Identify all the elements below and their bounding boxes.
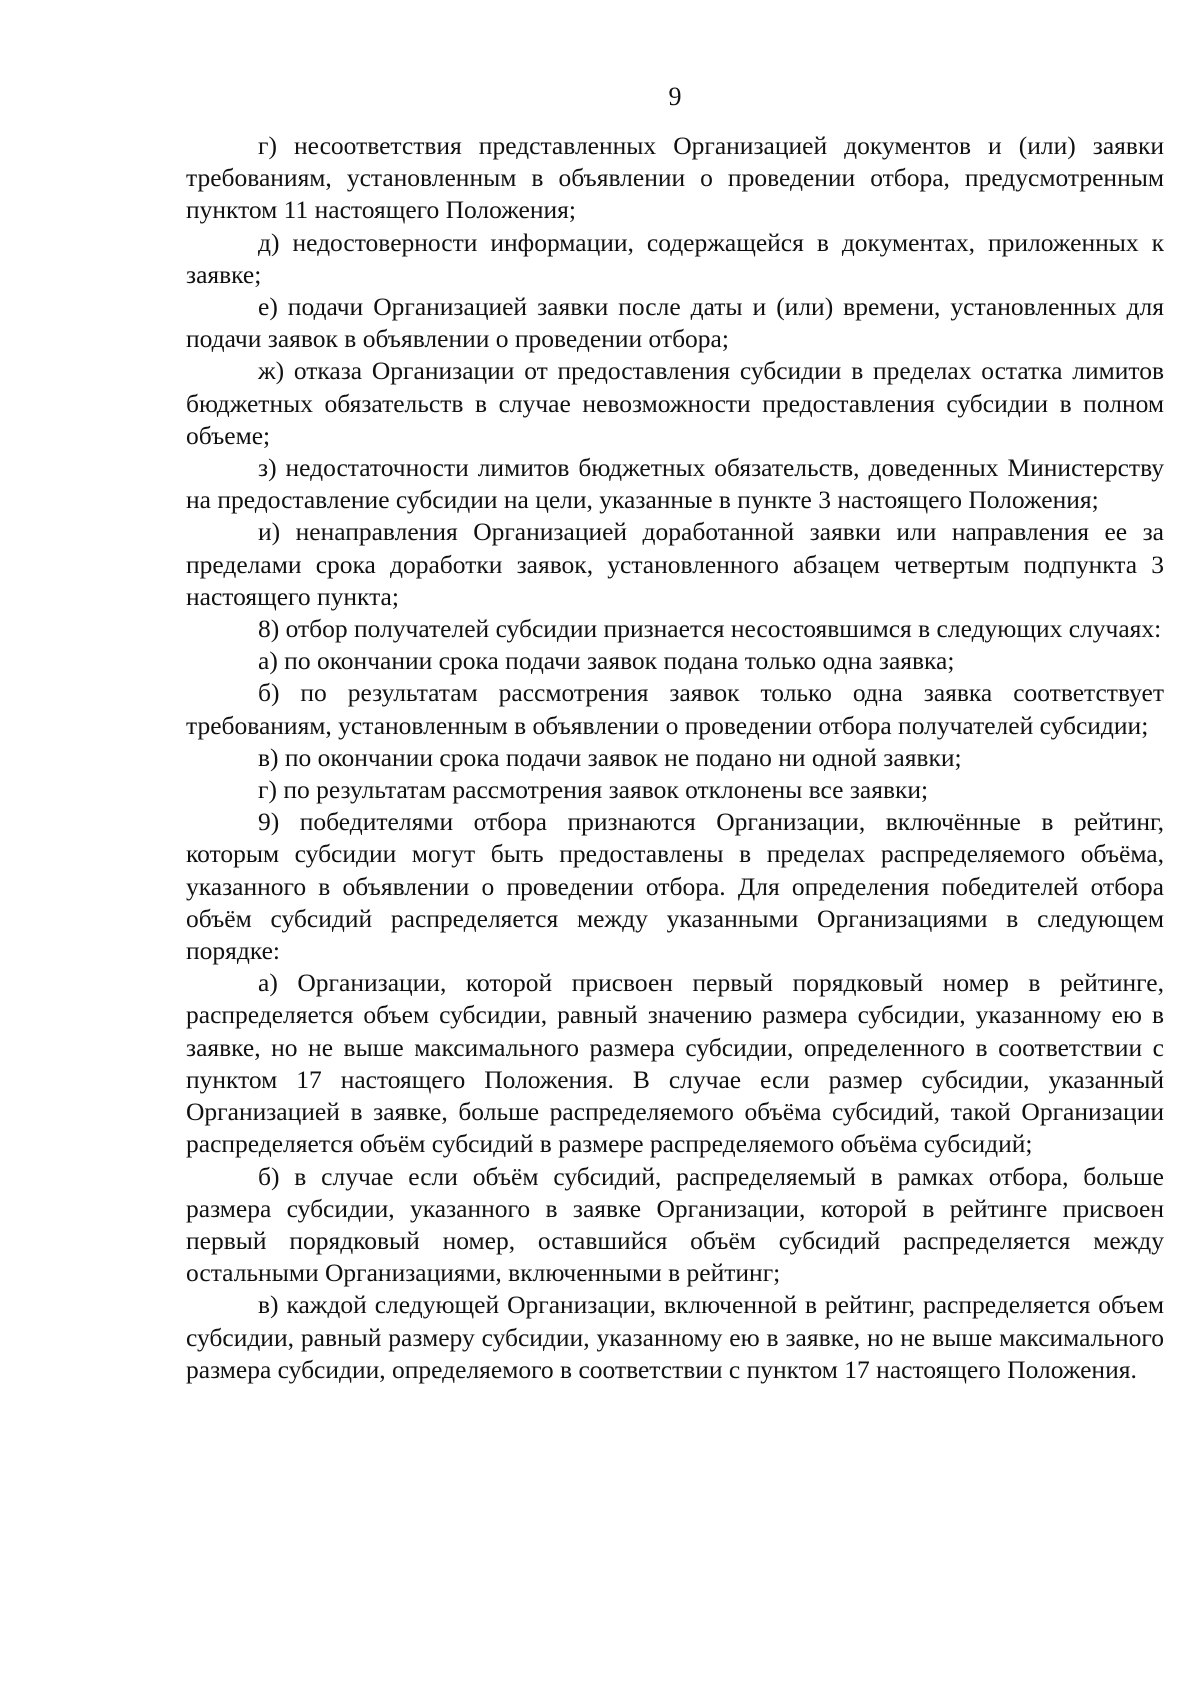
document-body [186, 130, 1164, 1386]
page-number: 9 [668, 82, 682, 111]
paragraph: д) недостоверности информации, содержащейся в документах, приложенных к заявке; [186, 227, 1164, 289]
paragraph: г) по результатам рассмотрения заявок отклонены все заявки; [258, 775, 929, 805]
paragraph: е) подачи Организацией заявки после даты и (или) времени, установленных для подачи заявок в объявлении о проведении отбора; [186, 292, 1164, 354]
paragraph: 8) отбор получателей субсидии признается несостоявшимся в следующих случаях: [258, 614, 1162, 644]
paragraph: з) недостаточности лимитов бюджетных обязательств, доведенных Министерству на предоставление субсидии на цели, указанные в пункте 3 настоящего Положения; [186, 453, 1164, 515]
paragraph: г) несоответствия представленных Организацией документов и (или) заявки требованиям, установленным в объявлении о проведении отбора, предусмотренным пунктом 11 настоящего Положения; [186, 131, 1164, 225]
paragraph: в) по окончании срока подачи заявок не подано ни одной заявки; [258, 742, 962, 772]
paragraph: а) по окончании срока подачи заявок подана только одна заявка; [258, 646, 955, 676]
paragraph: б) в случае если объём субсидий, распределяемый в рамках отбора, больше размера субсидии, указанного в заявке Организации, которой в рейтинге присвоен первый порядковый номер, оставшийся объём субсидий распределяется между остальными Организациями, включенными в рейтинг; [186, 1161, 1164, 1288]
paragraph: б) по результатам рассмотрения заявок только одна заявка соответствует требованиям, установленным в объявлении о проведении отбора получателей субсидии; [186, 678, 1164, 740]
paragraph: 9) победителями отбора признаются Организации, включённые в рейтинг, которым субсидии могут быть предоставлены в пределах распределяемого объёма, указанного в объявлении о проведении отбора. Для определения победителей отбора объём субсидий распределяется между указанными Организациями в следующем порядке: [186, 807, 1164, 966]
paragraph: ж) отказа Организации от предоставления субсидии в пределах остатка лимитов бюджетных обязательств в случае невозможности предоставления субсидии в полном объеме; [186, 356, 1164, 450]
paragraph: в) каждой следующей Организации, включенной в рейтинг, распределяется объем субсидии, равный размеру субсидии, указанному ею в заявке, но не выше максимального размера субсидии, определяемого в соответствии с пунктом 17 настоящего Положения. [186, 1290, 1164, 1384]
paragraph: и) ненаправления Организацией доработанной заявки или направления ее за пределами срока доработки заявок, установленного абзацем четвертым подпункта 3 настоящего пункта; [186, 517, 1164, 611]
paragraph: а) Организации, которой присвоен первый порядковый номер в рейтинге, распределяется объем субсидии, равный значению размера субсидии, указанному ею в заявке, но не выше максимального размера субсидии, определенного в соответствии с пунктом 17 настоящего Положения. В случае если размер субсидии, указанный Организацией в заявке, больше распределяемого объёма субсидий, такой Организации распределяется объём субсидий в размере распределяемого объёма субсидий; [186, 968, 1164, 1159]
